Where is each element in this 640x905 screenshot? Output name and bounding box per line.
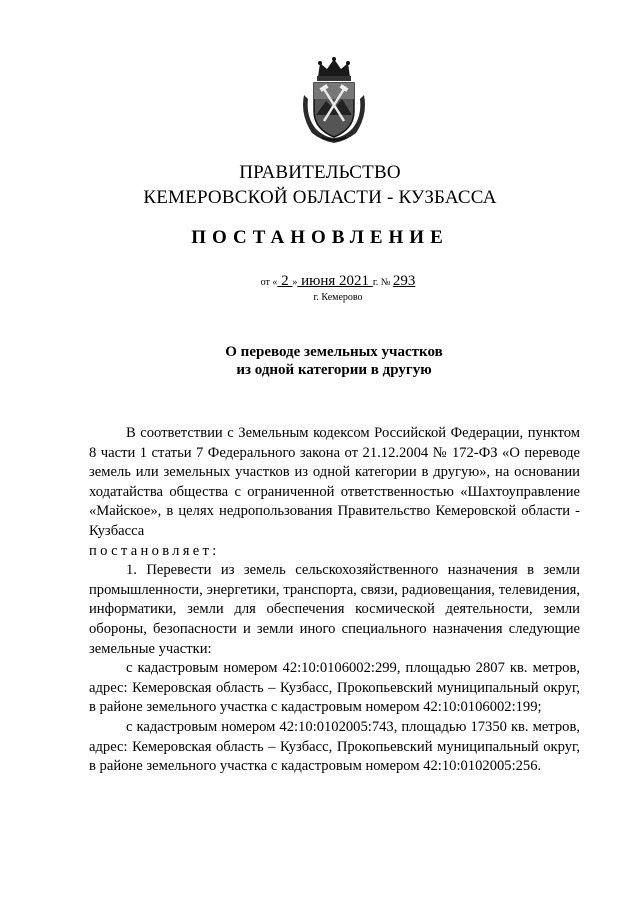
- date-number-line: [0, 273, 640, 290]
- preamble-paragraph: В соответствии с Земельным кодексом Российской Федерации, пунктом 8 части 1 статьи 7 Федерального закона от 21.12.2004 № 172-ФЗ «О переводе земель или земельных участков из одной категории в другую», на основании ходатайства общества с ограниченной ответственностью «Шахтоуправление «Майское», в целях недропользования Правительство Кемеровской области - Кузбасса: [89, 425, 580, 539]
- document-subject: [0, 343, 640, 379]
- date-day: 2: [277, 273, 293, 289]
- parcel-2-paragraph: с кадастровым номером 42:10:0102005:743, площадью 17350 кв. метров, адрес: Кемеровская область – Кузбасс, Прокопьевский муниципальный округ, в районе земельного участка с кадастровым номером 42:10:0102005:256.: [89, 718, 580, 775]
- number-label: №: [378, 277, 393, 288]
- government-name-line2: КЕМЕРОВСКОЙ ОБЛАСТИ - КУЗБАССА: [143, 187, 497, 208]
- date-day-close: »: [292, 277, 298, 288]
- subject-line1: О переводе земельных участков: [225, 344, 443, 360]
- clause-1-paragraph: 1. Перевести из земель сельскохозяйственного назначения в земли промышленности, энергетики, транспорта, связи, радиовещания, телевидения, информатики, земли для обеспечения космической деятельности, земли обороны, безопасности и земли иного специального назначения следующие земельные участки:: [89, 562, 580, 657]
- date-month-year: июня 2021: [297, 273, 373, 289]
- document-type-title: ПОСТАНОВЛЕНИЕ: [191, 227, 449, 248]
- subject-line2: из одной категории в другую: [236, 362, 432, 378]
- resolves-word: постановляет:: [89, 542, 220, 559]
- document-number: 293: [392, 273, 416, 289]
- document-body: [89, 424, 580, 777]
- issue-city: г. Кемерово: [313, 292, 363, 303]
- parcel-1-paragraph: с кадастровым номером 42:10:0106002:299, площадью 2807 кв. метров, адрес: Кемеровская область – Кузбасс, Прокопьевский муниципальный округ, в районе земельного участка с кадастровым номером 42:10:0106002:199;: [89, 660, 580, 716]
- date-from-label: от «: [260, 277, 278, 288]
- government-name-line1: ПРАВИТЕЛЬСТВО: [239, 162, 401, 183]
- date-year-suffix: г.: [372, 277, 379, 288]
- coat-of-arms-icon: [298, 55, 370, 145]
